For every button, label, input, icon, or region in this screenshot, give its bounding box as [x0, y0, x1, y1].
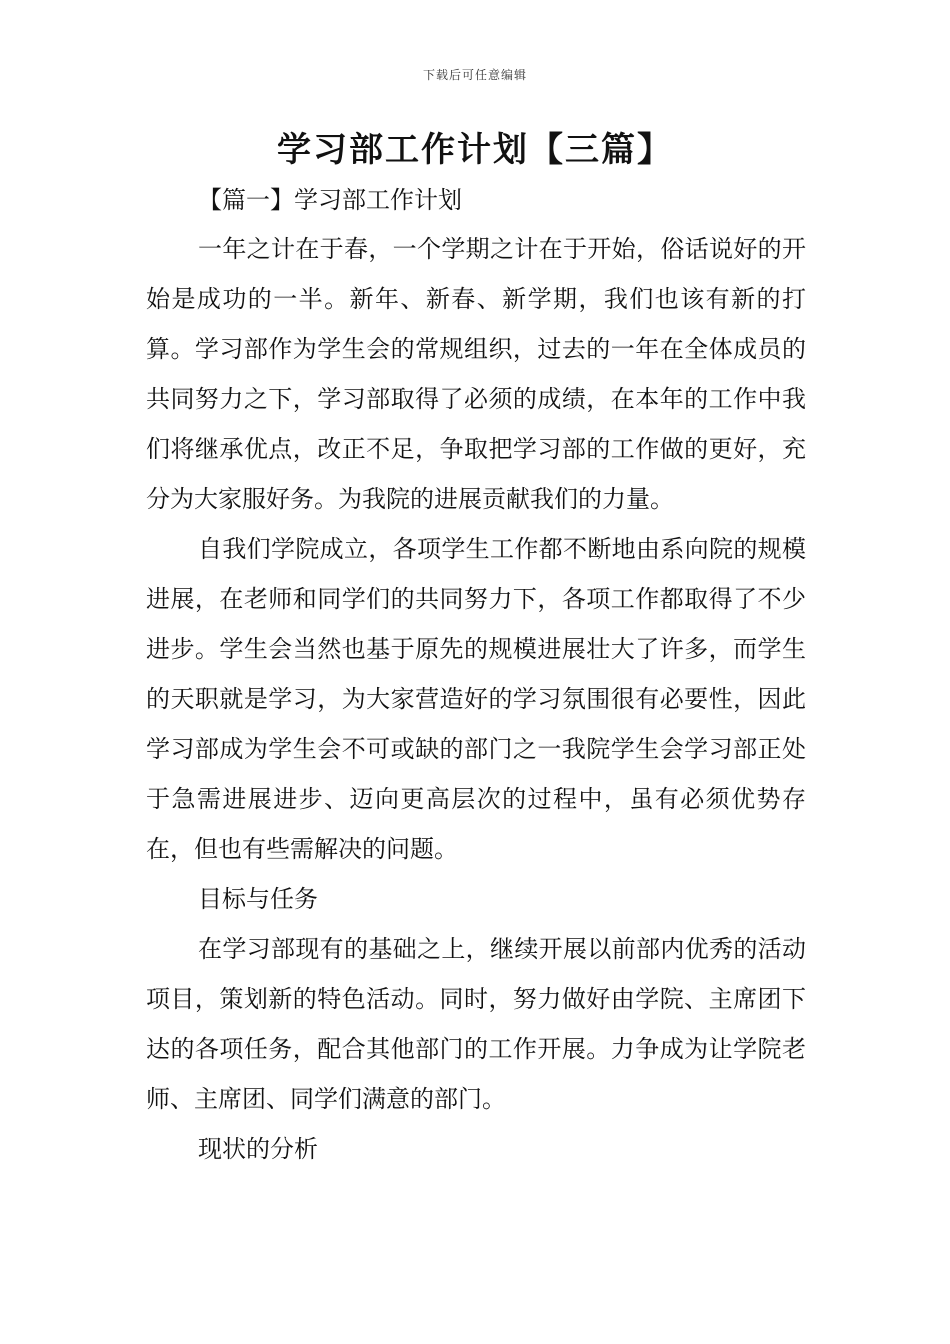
subheading-goals: 目标与任务 [198, 885, 318, 913]
paragraph-goals: 在学习部现有的基础之上，继续开展以前部内优秀的活动项目，策划新的特色活动。同时，努力做好由学院、主席团下达的各项任务，配合其他部门的工作开展。力争成为让学院老师、主席团、同学们满意的部门。 [146, 935, 806, 1113]
document-title: 学习部工作计划【三篇】 [277, 130, 673, 170]
section-heading: 【篇一】学习部工作计划 [198, 186, 462, 214]
subheading-analysis: 现状的分析 [198, 1135, 318, 1163]
document-body [146, 176, 806, 1174]
paragraph-background: 自我们学院成立，各项学生工作都不断地由系向院的规模进展，在老师和同学们的共同努力下，各项工作都取得了不少进步。学生会当然也基于原先的规模进展壮大了许多，而学生的天职就是学习，为大家营造好的学习氛围很有必要性，因此学习部成为学生会不可或缺的部门之一我院学生会学习部正处于急需进展进步、迈向更高层次的过程中，虽有必须优势存在，但也有些需解决的问题。 [146, 535, 806, 863]
paragraph-intro: 一年之计在于春，一个学期之计在于开始，俗话说好的开始是成功的一半。新年、新春、新学期，我们也该有新的打算。学习部作为学生会的常规组织，过去的一年在全体成员的共同努力之下，学习部取得了必须的成绩，在本年的工作中我们将继承优点，改正不足，争取把学习部的工作做的更好，充分为大家服好务。为我院的进展贡献我们的力量。 [146, 235, 806, 513]
header-note: 下载后可任意编辑 [422, 68, 527, 82]
